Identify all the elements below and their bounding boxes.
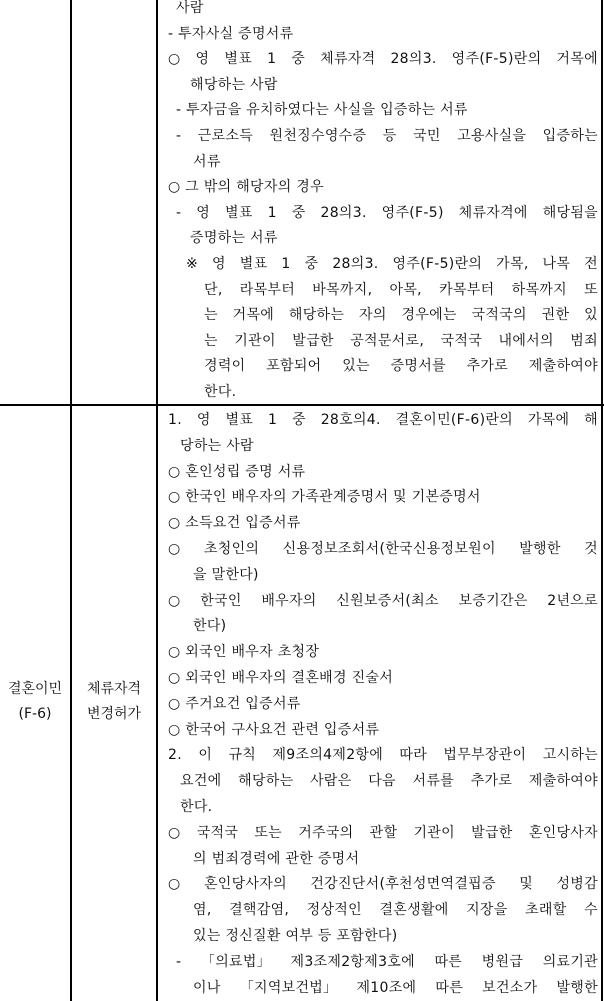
text-line: 단, 라목부터 바목까지, 아목, 카목부터 하목까지 또 [204, 281, 598, 298]
text-line: 요건에 해당하는 사람은 다음 서류를 추가로 제출하여야 [180, 773, 598, 790]
text-line: ※ 영 별표 1 중 28의3. 영주(F-5)란의 가목, 나목 전 [186, 256, 598, 272]
text-line: ○ 그 밖의 해당자의 경우 [168, 179, 324, 196]
permit-type-line1: 체류자격 [86, 681, 142, 697]
text-line: ○ 주거요건 입증서류 [168, 695, 301, 712]
text-line: 의 범죄경력에 관한 증명서 [193, 850, 360, 867]
text-line: ○ 한국인 배우자의 신원보증서(최소 보증기간은 2년으로 [168, 592, 598, 609]
text-line: 는 기관이 발급한 공적문서로, 국적국 내에서의 범죄 [204, 332, 598, 349]
text-line: ○ 국적국 또는 거주국의 관할 기관이 발급한 혼인당사자 [168, 824, 598, 841]
text-line: 1. 영 별표 1 중 28호의4. 결혼이민(F-6)란의 가목에 해 [168, 412, 598, 428]
text-line: 서류 [193, 153, 221, 170]
text-line: 한다. [180, 799, 213, 815]
visa-category-label [0, 677, 70, 727]
row-divider [0, 404, 604, 406]
text-line: 당하는 사람 [180, 437, 254, 454]
text-line: - 근로소득 원천징수영수증 등 국민 고용사실을 입증하는 [176, 128, 598, 144]
text-line: ○ 혼인성립 증명 서류 [168, 463, 306, 480]
text-line: 한다) [193, 618, 227, 635]
text-line: 사람 [176, 0, 204, 16]
text-line: 는 거목에 해당하는 자의 경우에는 국적국의 권한 있 [204, 307, 598, 324]
visa-category-name: 결혼이민 [7, 681, 63, 697]
text-line: ○ 초청인의 신용정보조회서(한국신용정보원이 발행한 것 [168, 541, 598, 557]
text-line: - 「의료법」 제3조제2항제3호에 따른 병원급 의료기관 [176, 953, 598, 970]
text-line: ○ 영 별표 1 중 체류자격 28의3. 영주(F-5)란의 거목에 [168, 51, 598, 68]
text-line: ○ 외국인 배우자의 결혼배경 진술서 [168, 670, 394, 686]
text-line: ○ 혼인당사자의 건강진단서(후천성면역결핍증 및 성병감 [168, 876, 598, 893]
text-line: 증명하는 서류 [190, 230, 278, 247]
text-line: 이나 「지역보건법」 제10조에 따른 보건소가 발행한 [193, 979, 598, 996]
text-line: 을 말한다) [193, 566, 259, 583]
text-line: ○ 소득요건 입증서류 [168, 515, 301, 532]
table-border-right [601, 0, 603, 1001]
text-line: 염, 결핵감염, 정상적인 결혼생활에 지장을 초래할 수 [193, 902, 598, 919]
text-line: 있는 정신질환 여부 등 포함한다) [193, 928, 398, 944]
text-line: 한다. [204, 384, 237, 400]
permit-type-line2: 변경허가 [86, 706, 142, 722]
text-line: - 투자사실 증명서류 [168, 25, 294, 42]
text-line: - 영 별표 1 중 28의3. 영주(F-5) 체류자격에 해당됨을 [176, 204, 598, 221]
text-line: - 투자금을 유치하였다는 사실을 입증하는 서류 [176, 102, 468, 119]
text-line: ○ 외국인 배우자 초청장 [168, 644, 320, 661]
table-border-left-col [70, 0, 72, 1001]
table-border-mid-col [156, 0, 158, 1001]
text-line: 해당하는 사람 [190, 76, 278, 93]
text-line: 경력이 포함되어 있는 증명서를 추가로 제출하여야 [204, 358, 598, 375]
permit-type-label [72, 677, 156, 727]
visa-category-code: (F-6) [18, 706, 52, 722]
text-line: 2. 이 규칙 제9조의4제2항에 따라 법무부장관이 고시하는 [168, 747, 598, 764]
text-line: ○ 한국어 구사요건 관련 입증서류 [168, 721, 380, 738]
text-line: ○ 한국인 배우자의 가족관계증명서 및 기본증명서 [168, 489, 481, 506]
